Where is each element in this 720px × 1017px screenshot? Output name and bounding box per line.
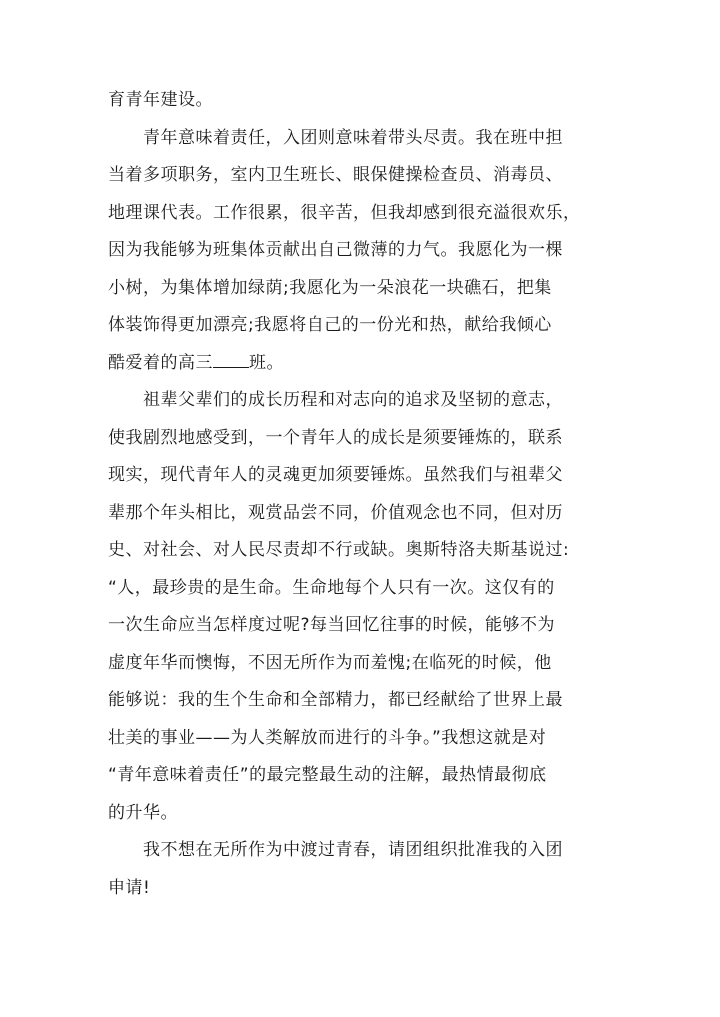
text-line: 青年意味着责任，入团则意味着带头尽责。我在班中担 [143, 127, 563, 148]
text-line: 壮美的事业——为人类解放而进行的斗争。”我想这就是对 [108, 727, 547, 748]
text-line [108, 345, 612, 383]
text-line: “人，最珍贵的是生命。生命地每个人只有一次。这仅有的 [108, 577, 555, 598]
paragraph-continuation [108, 82, 612, 120]
text-line: 因为我能够为班集体贡献出自己微薄的力气。我愿化为一棵 [108, 240, 563, 260]
text-line: 祖辈父辈们的成长历程和对志向的追求及坚韧的意志， [143, 390, 563, 410]
text-line: 虚度年华而懊悔，不因无所作为而羞愧;在临死的时候，他 [108, 652, 552, 673]
text-line: 育青年建设。 [108, 90, 213, 110]
paragraph-application [108, 832, 612, 907]
text-line: 能够说：我的生个生命和全部精力，都已经献给了世界上最 [108, 690, 563, 710]
text-line: 体装饰得更加漂亮;我愿将自己的一份光和热，献给我倾心 [108, 315, 552, 335]
text-line: “青年意味着责任”的最完整最生动的注解，最热情最彻底 [108, 765, 547, 785]
text-line: 一次生命应当怎样度过呢?每当回忆往事的时候，能够不为 [108, 615, 556, 635]
text-line: 申请! [108, 877, 151, 898]
text-line: 小树，为集体增加绿荫;我愿化为一朵浪花一块礁石，把集 [108, 277, 552, 298]
text-line: 地理课代表。工作很累，很辛苦，但我却感到很充溢很欢乐， [108, 202, 581, 223]
text-fragment: 班。 [249, 352, 284, 373]
paragraph-ancestors [108, 382, 612, 832]
text-line: 史、对社会、对人民尽责却不行或缺。奥斯特洛夫斯基说过: [108, 540, 570, 560]
text-line: 辈那个年头相比，观赏品尝不同，价值观念也不同，但对历 [108, 502, 563, 523]
document-body [108, 82, 612, 907]
text-fragment: 酷爱着的高三 [108, 352, 213, 373]
paragraph-responsibility [108, 120, 612, 383]
fill-in-blank [213, 353, 249, 368]
text-line: 的升华。 [108, 802, 178, 823]
text-line: 使我剧烈地感受到，一个青年人的成长是须要锤炼的，联系 [108, 427, 563, 448]
text-line: 现实，现代青年人的灵魂更加须要锤炼。虽然我们与祖辈父 [108, 465, 563, 485]
text-line: 当着多项职务，室内卫生班长、眼保健操检查员、消毒员、 [108, 165, 563, 185]
text-line: 我不想在无所作为中渡过青春，请团组织批准我的入团 [143, 840, 563, 860]
